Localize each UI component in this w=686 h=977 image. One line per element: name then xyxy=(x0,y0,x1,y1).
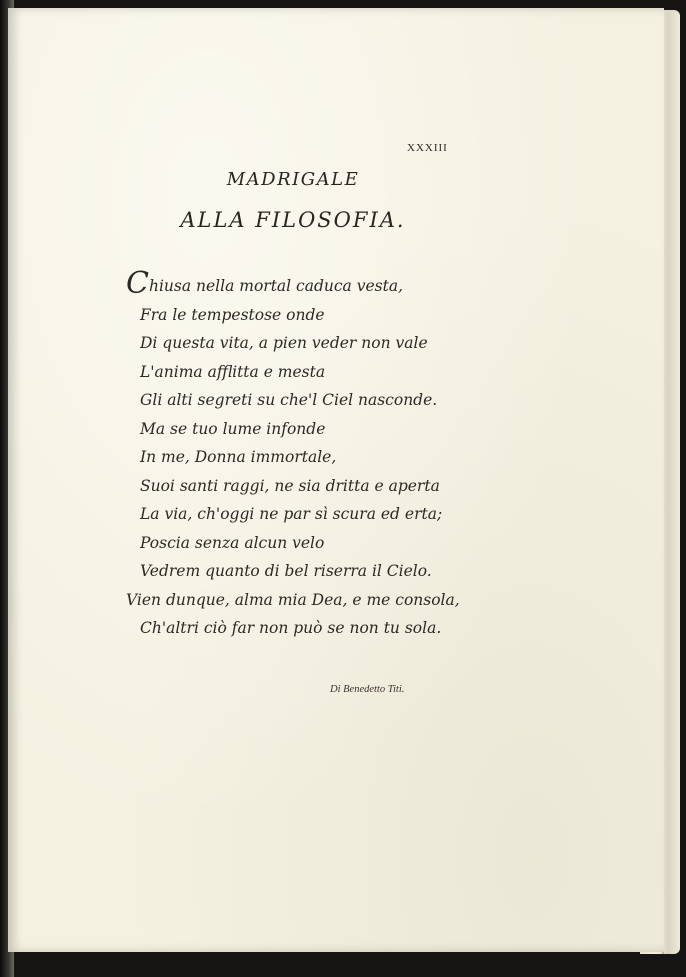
poem-line: In me, Donna immortale, xyxy=(140,448,337,466)
book-page xyxy=(8,8,664,952)
poem-line: Vedrem quanto di bel riserra il Cielo. xyxy=(140,562,432,580)
poem-line: Vien dunque, alma mia Dea, e me consola, xyxy=(126,590,460,609)
poem-line: Fra le tempestose onde xyxy=(140,305,325,324)
poem-line: Poscia senza alcun velo xyxy=(140,533,325,552)
poem-line: Ma se tuo lume infonde xyxy=(140,419,326,438)
poem-line: Gli alti segreti su che'l Ciel nasconde. xyxy=(140,391,438,409)
page-number: XXXIII xyxy=(407,142,448,154)
poem-body xyxy=(126,266,476,643)
drop-cap: C xyxy=(126,266,149,301)
author-attribution: Di Benedetto Titi. xyxy=(330,684,405,695)
poem-line: Chiusa nella mortal caduca vesta, xyxy=(126,266,404,301)
poem-line: Di questa vita, a pien veder non vale xyxy=(140,334,428,352)
poem-genre-title: MADRIGALE xyxy=(226,169,360,190)
poem-line: Ch'altri ciò far non può se non tu sola. xyxy=(140,619,442,637)
poem-line: La via, ch'oggi ne par sì scura ed erta; xyxy=(140,505,443,523)
poem-line: Suoi santi raggi, ne sia dritta e aperta xyxy=(140,476,440,495)
poem-line: L'anima afflitta e mesta xyxy=(140,362,326,381)
poem-title: ALLA FILOSOFIA. xyxy=(180,208,406,232)
